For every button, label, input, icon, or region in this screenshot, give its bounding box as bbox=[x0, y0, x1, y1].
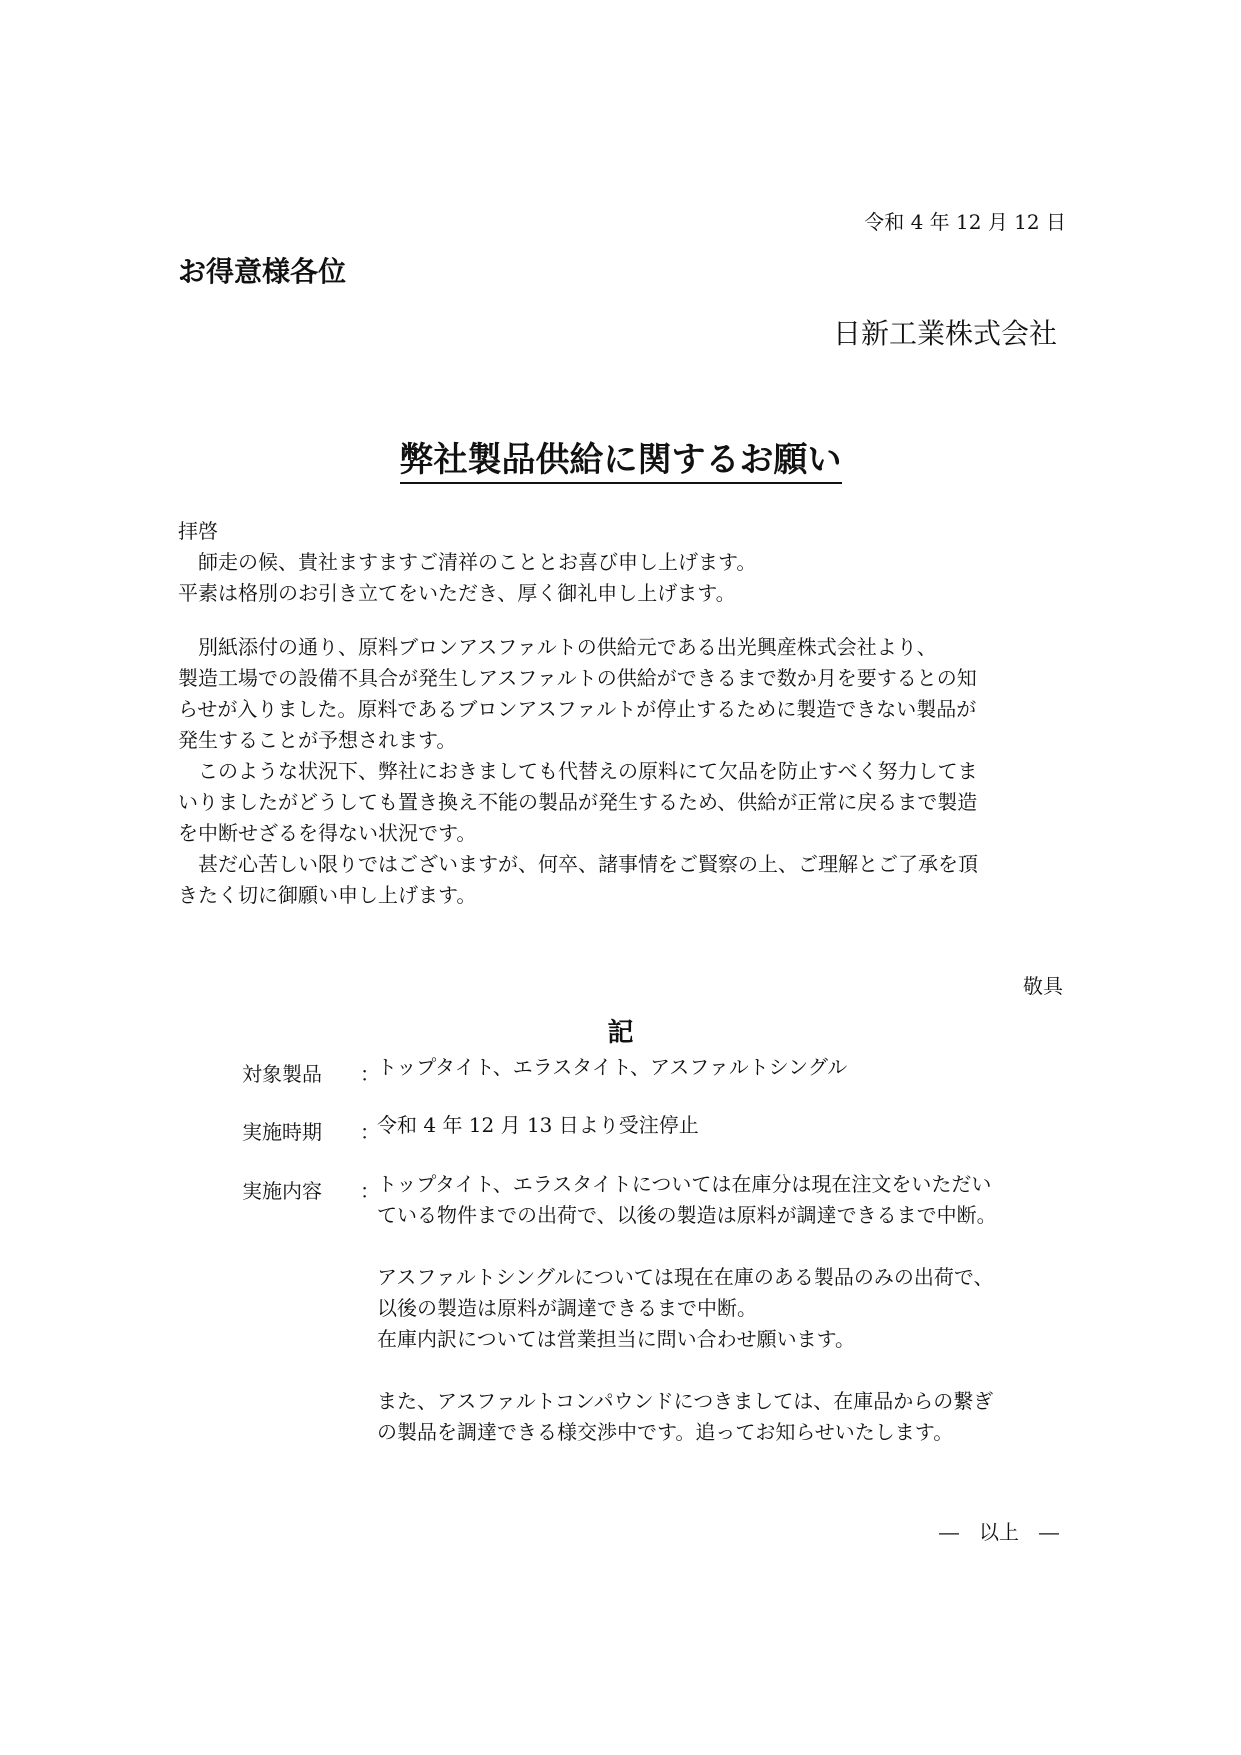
period-value: 令和 4 年 12 月 13 日より受注停止 bbox=[377, 1113, 699, 1137]
opening-line: 平素は格別のお引き立てをいただき、厚く御礼申し上げます。 bbox=[178, 581, 736, 605]
sender-company: 日新工業株式会社 bbox=[832, 317, 1057, 350]
opening-section bbox=[178, 516, 1068, 609]
keigu: 敬具 bbox=[1023, 974, 1063, 998]
content-line: の製品を調達できる様交渉中です。追ってお知らせいたします。 bbox=[377, 1420, 954, 1444]
body-line: 製造工場での設備不具合が発生しアスファルトの供給ができるまで数か月を要するとの知 bbox=[178, 666, 977, 690]
products-label: 対象製品 bbox=[242, 1062, 322, 1086]
document-title bbox=[0, 432, 1241, 481]
closing-mark: ― 以上 ― bbox=[939, 1520, 1059, 1544]
body-line: 甚だ心苦しい限りではございますが、何卒、諸事情をご賢察の上、ご理解とご了承を頂 bbox=[178, 852, 978, 876]
content-value-block-2 bbox=[377, 1262, 994, 1355]
content-line: アスファルトシングルについては現在在庫のある製品のみの出荷で、 bbox=[377, 1265, 994, 1289]
period-label: 実施時期 bbox=[242, 1120, 322, 1144]
content-line: トップタイト、エラスタイトについては在庫分は現在注文をいただい bbox=[377, 1172, 992, 1196]
content-value-block-1 bbox=[377, 1169, 997, 1231]
opening-line: 師走の候、貴社ますますご清祥のこととお喜び申し上げます。 bbox=[178, 550, 757, 574]
body-line: このような状況下、弊社におきましても代替えの原料にて欠品を防止すべく努力してま bbox=[178, 759, 978, 783]
body-line: らせが入りました。原料であるブロンアスファルトが停止するために製造できない製品が bbox=[178, 697, 977, 721]
document-title-text: 弊社製品供給に関するお願い bbox=[400, 440, 842, 484]
content-line: また、アスファルトコンパウンドにつきましては、在庫品からの繋ぎ bbox=[377, 1389, 994, 1413]
document-date: 令和 4 年 12 月 12 日 bbox=[864, 210, 1066, 234]
content-label: 実施内容 bbox=[242, 1179, 322, 1203]
ki-heading: 記 bbox=[607, 1018, 634, 1048]
content-line: 以後の製造は原料が調達できるまで中断。 bbox=[377, 1296, 757, 1320]
body-line: 発生することが予想されます。 bbox=[178, 728, 457, 752]
recipient: お得意様各位 bbox=[178, 255, 347, 288]
body-line: 別紙添付の通り、原料ブロンアスファルトの供給元である出光興産株式会社より、 bbox=[178, 635, 937, 659]
body-section bbox=[178, 632, 1068, 911]
content-line: ている物件までの出荷で、以後の製造は原料が調達できるまで中断。 bbox=[377, 1203, 997, 1227]
products-value: トップタイト、エラスタイト、アスファルトシングル bbox=[377, 1055, 848, 1079]
body-line: いりましたがどうしても置き換え不能の製品が発生するため、供給が正常に戻るまで製造 bbox=[178, 790, 978, 814]
period-colon: ： bbox=[360, 1120, 380, 1144]
body-line: きたく切に御願い申し上げます。 bbox=[178, 883, 477, 907]
salutation: 拝啓 bbox=[178, 519, 218, 543]
content-value-block-3 bbox=[377, 1386, 993, 1448]
body-line: を中断せざるを得ない状況です。 bbox=[178, 821, 477, 845]
content-line: 在庫内訳については営業担当に問い合わせ願います。 bbox=[377, 1327, 855, 1351]
content-colon: ： bbox=[360, 1179, 380, 1203]
products-colon: ： bbox=[360, 1062, 380, 1086]
